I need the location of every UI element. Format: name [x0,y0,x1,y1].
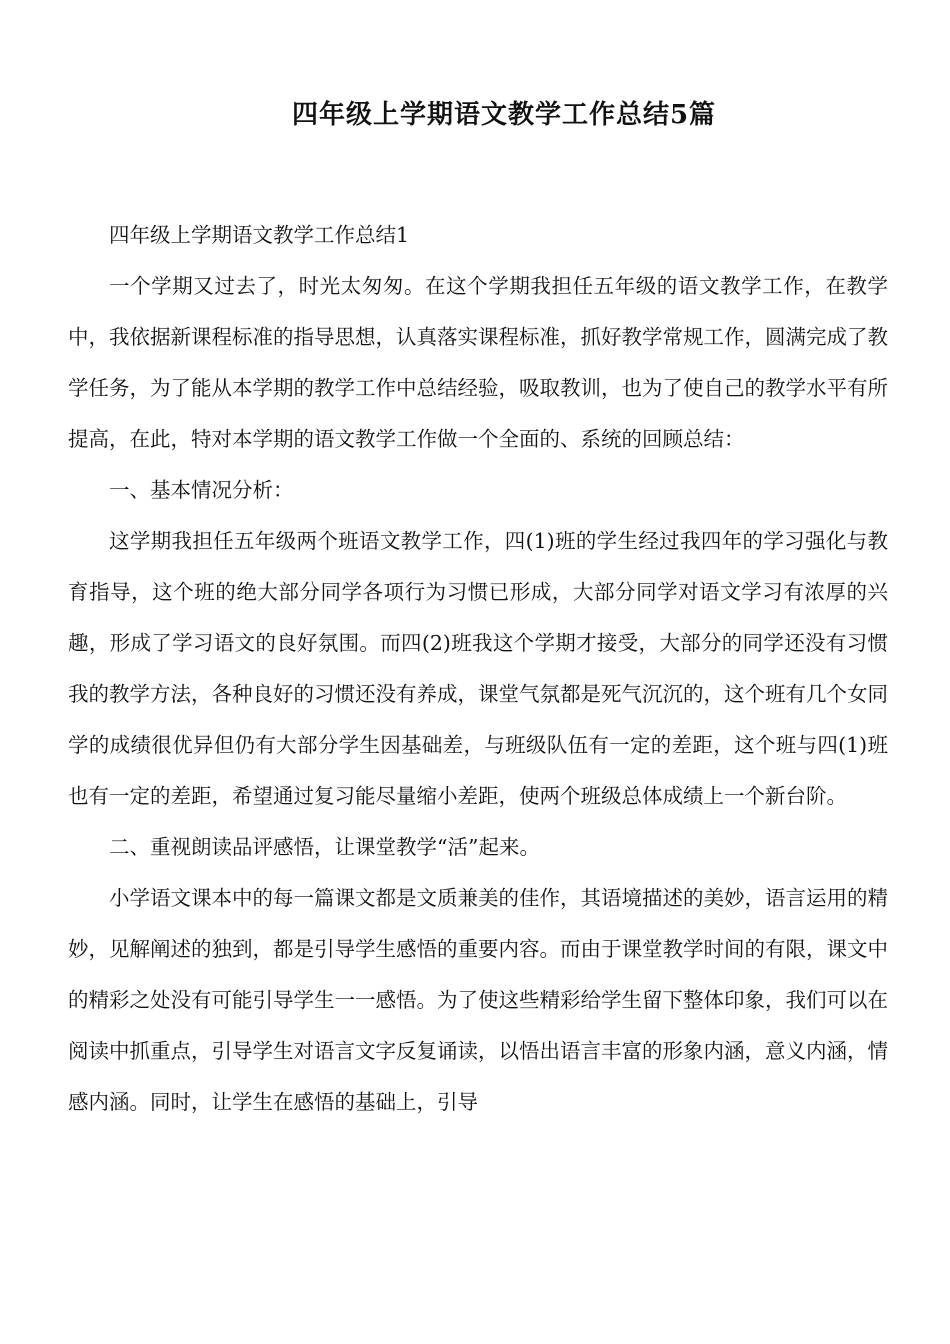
paragraph-intro: 一个学期又过去了，时光太匆匆。在这个学期我担任五年级的语文教学工作，在教学中，我依据新课程标准的指导思想，认真落实课程标准，抓好教学常规工作，圆满完成了教学任务，为了能从本学期的教学工作中总结经验，吸取教训，也为了使自己的教学水平有所提高，在此，特对本学期的语文教学工作做一个全面的、系统的回顾总结： [68,274,888,451]
section-heading-1: 四年级上学期语文教学工作总结1 [109,223,410,247]
document-body [68,210,888,1128]
section-heading-reading: 二、重视朗读品评感悟，让课堂教学“活”起来。 [109,835,540,859]
paragraph-basic-analysis: 这学期我担任五年级两个班语文教学工作，四(1)班的学生经过我四年的学习强化与教育指导，这个班的绝大部分同学各项行为习惯已形成，大部分同学对语文学习有浓厚的兴趣，形成了学习语文的良好氛围。而四(2)班我这个学期才接受，大部分的同学还没有习惯我的教学方法，各种良好的习惯还没有养成，课堂气氛都是死气沉沉的，这个班有几个女同学的成绩很优异但仍有大部分学生因基础差，与班级队伍有一定的差距，这个班与四(1)班也有一定的差距，希望通过复习能尽量缩小差距，使两个班级总体成绩上一个新台阶。 [68,529,888,808]
paragraph-reading: 小学语文课本中的每一篇课文都是文质兼美的佳作，其语境描述的美妙，语言运用的精妙，见解阐述的独到，都是引导学生感悟的重要内容。而由于课堂教学时间的有限，课文中的精彩之处没有可能引导学生一一感悟。为了使这些精彩给学生留下整体印象，我们可以在阅读中抓重点，引导学生对语言文字反复诵读，以悟出语言丰富的形象内涵，意义内涵，情感内涵。同时，让学生在感悟的基础上，引导 [68,886,888,1114]
section-heading-basic-analysis: 一、基本情况分析： [109,478,294,502]
document-title: 四年级上学期语文教学工作总结5篇 [291,100,717,130]
